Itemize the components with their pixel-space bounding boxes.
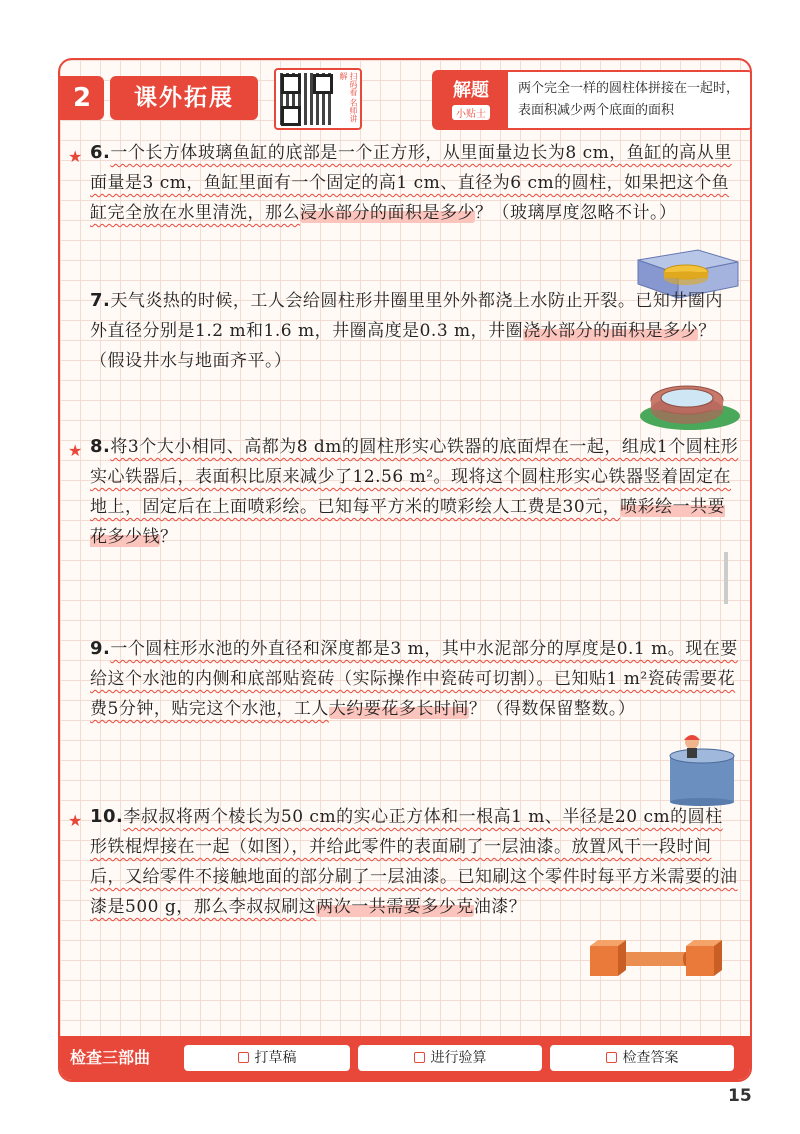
problem-6 [68, 138, 740, 228]
tip-badge-subtitle: 小贴士 [452, 105, 490, 120]
well-ring-illustration [635, 376, 740, 432]
problem-text: 天气炎热的时候，工人会给圆柱形井圈里里外外都浇上水防止开裂。已知井圈内外直径分别是1.2 m和1.6 m，井圈高度是0.3 m，井圈 [90, 291, 723, 341]
problem-text-end: ？ [160, 527, 178, 547]
check-footer [60, 1036, 750, 1080]
star-icon: ★ [68, 441, 83, 460]
divider-mark [724, 552, 728, 604]
checkbox-icon[interactable] [238, 1052, 249, 1063]
problem-number: 9. [90, 638, 111, 659]
checklist-label: 进行验算 [430, 1050, 487, 1066]
checkbox-icon[interactable] [414, 1052, 425, 1063]
tip-badge-title: 解题 [453, 80, 489, 101]
checklist-label: 打草稿 [254, 1050, 297, 1066]
problem-7 [90, 286, 740, 376]
problem-question-highlight: 浸水部分的面积是多少 [300, 203, 475, 223]
checklist-item-verify[interactable] [358, 1045, 542, 1071]
qr-finder-icon [281, 74, 301, 94]
pool-worker-illustration [662, 726, 742, 806]
problem-number: 6. [90, 142, 111, 163]
problem-question-highlight: 两次一共需要多少克 [316, 897, 474, 917]
problem-question-highlight: 浇水部分的面积是多少 [523, 321, 699, 341]
qr-finder-icon [281, 106, 301, 126]
problem-question-highlight: 喷彩绘一共要花多少钱 [90, 497, 726, 547]
problem-number: 8. [90, 436, 111, 457]
footer-title: 检查三部曲 [70, 1048, 151, 1067]
qr-code-box[interactable] [274, 68, 362, 130]
checkbox-icon[interactable] [606, 1052, 617, 1063]
tip-text: 两个完全一样的圆柱体拼接在一起时，表面积减少两个底面的面积 [518, 81, 740, 118]
qr-caption: 扫码看 名师讲解 [339, 72, 358, 123]
section-number: 2 [60, 76, 104, 120]
problem-number: 7. [90, 290, 111, 311]
section-title: 课外拓展 [110, 76, 258, 120]
problem-text-end: 油漆？ [473, 897, 527, 917]
welded-part-illustration [586, 936, 726, 978]
problem-text: 将3个大小相同、高都为8 dm的圆柱形实心铁器的底面焊在一起，组成1个圆柱形实心铁器后，表面积比原来减少了12.56 m²。现将这个圆柱形实心铁器竖着固定在地上，固定后在上面喷彩绘。已知每平方米的喷彩绘人工费是30元， [90, 437, 739, 517]
checklist-label: 检查答案 [622, 1050, 679, 1066]
problem-text-end: ？（得数保留整数。） [468, 699, 636, 719]
problem-number: 10. [90, 806, 124, 827]
problem-question-highlight: 大约要花多长时间 [328, 699, 469, 719]
problem-text: 一个长方体玻璃鱼缸的底部是一个正方形，从里面量边长为8 cm，鱼缸的高从里面量是3 cm，鱼缸里面有一个固定的高1 cm、直径为6 cm的圆柱，如果把这个鱼缸完全放在水里清洗，那么 [90, 143, 732, 223]
star-icon: ★ [68, 811, 83, 830]
worksheet-page [58, 58, 752, 1082]
qr-finder-icon [313, 74, 333, 94]
problem-text-end: ？（玻璃厚度忽略不计。） [475, 203, 677, 223]
problem-8 [68, 432, 740, 552]
tip-box [432, 70, 752, 130]
star-icon: ★ [68, 147, 83, 166]
tip-badge [434, 72, 508, 128]
problem-10 [68, 802, 740, 922]
page-number: 15 [728, 1086, 752, 1106]
problem-text: 李叔叔将两个棱长为50 cm的实心正方体和一根高1 m、半径是20 cm的圆柱形铁棍焊接在一起（如图），并给此零件的表面刷了一层油漆。放置风干一段时间后，又给零件不接触地面的部分刷了一层油漆。已知刷这个零件时每平方米需要的油漆是500 g，那么李叔叔刷这 [90, 807, 738, 917]
problem-9 [90, 634, 740, 724]
checklist-item-draft[interactable] [184, 1045, 350, 1071]
problem-text-end: ？（假设井水与地面齐平。） [90, 321, 716, 371]
checklist-item-check-answer[interactable] [550, 1045, 734, 1071]
problem-text: 一个圆柱形水池的外直径和深度都是3 m，其中水泥部分的厚度是0.1 m。现在要给这个水池的内侧和底部贴瓷砖（实际操作中瓷砖可切割）。已知贴1 m²瓷砖需要花费5分钟，贴完这个水池，工人 [90, 639, 738, 719]
